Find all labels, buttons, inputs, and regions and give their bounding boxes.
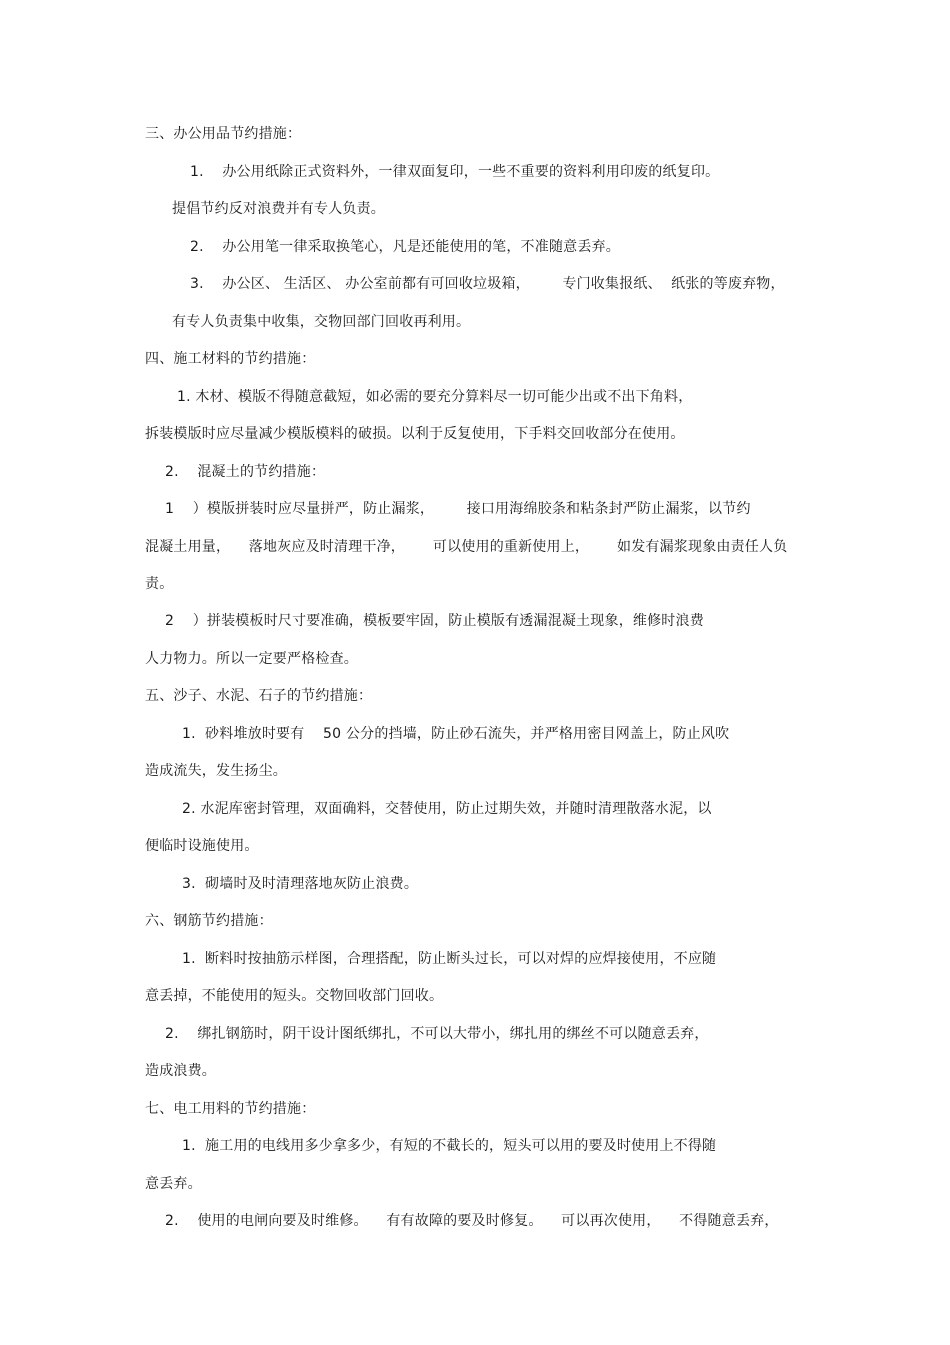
paragraph-line: 2. 使用的电闸向要及时维修。 有有故障的要及时修复。 可以再次使用， 不得随意丢弃， — [165, 1213, 779, 1229]
paragraph-line: 提倡节约反对浪费并有专人负责。 — [172, 201, 385, 217]
paragraph-line: 1. 办公用纸除正式资料外，一律双面复印，一些不重要的资料利用印废的纸复印。 — [190, 164, 720, 180]
section-heading-construction-materials: 四、施工材料的节约措施： — [145, 351, 316, 367]
paragraph-line: 造成流失，发生扬尘。 — [145, 763, 287, 779]
paragraph-line: 便临时设施使用。 — [145, 838, 259, 854]
paragraph-line: 1 ）模版拼装时应尽量拼严，防止漏浆， 接口用海绵胶条和粘条封严防止漏浆，以节约 — [165, 501, 751, 517]
paragraph-line: 2. 办公用笔一律采取换笔心，凡是还能使用的笔，不准随意丢弃。 — [190, 239, 620, 255]
paragraph-line: 意丢掉，不能使用的短头。交物回收部门回收。 — [145, 988, 444, 1004]
paragraph-line: 拆装模版时应尽量减少模版模料的破损。以利于反复使用，下手料交回收部分在使用。 — [145, 426, 685, 442]
paragraph-line: 2 ）拼装模板时尺寸要准确，模板要牢固，防止模版有透漏混凝土现象，维修时浪费 — [165, 613, 704, 629]
section-heading-rebar: 六、钢筋节约措施： — [145, 913, 273, 929]
paragraph-line: 造成浪费。 — [145, 1063, 216, 1079]
paragraph-line: 混凝土用量， 落地灰应及时清理干净， 可以使用的重新使用上， 如发有漏浆现象由责任人负 — [145, 539, 788, 555]
paragraph-line: 3. 砌墙时及时清理落地灰防止浪费。 — [182, 876, 419, 892]
paragraph-line: 1. 断料时按抽筋示样图，合理搭配，防止断头过长，可以对焊的应焊接使用，不应随 — [182, 951, 717, 967]
paragraph-line: 1. 砂料堆放时要有 50 公分的挡墙，防止砂石流失，并严格用密目网盖上，防止风吹 — [182, 726, 730, 742]
paragraph-line: 2. 水泥库密封管理，双面确料，交替使用，防止过期失效，并随时清理散落水泥，以 — [182, 801, 712, 817]
paragraph-line: 责。 — [145, 576, 174, 592]
paragraph-line: 意丢弃。 — [145, 1176, 202, 1192]
paragraph-line: 1. 木材、模版不得随意截短，如必需的要充分算料尽一切可能少出或不出下角料， — [177, 389, 693, 405]
section-heading-sand-cement-stone: 五、沙子、水泥、石子的节约措施： — [145, 688, 373, 704]
paragraph-line: 有专人负责集中收集，交物回部门回收再利用。 — [172, 314, 471, 330]
paragraph-line: 3. 办公区、 生活区、 办公室前都有可回收垃圾箱， 专门收集报纸、 纸张的等废弃物， — [190, 276, 785, 292]
section-heading-electrical: 七、电工用料的节约措施： — [145, 1101, 316, 1117]
paragraph-line: 人力物力。所以一定要严格检查。 — [145, 651, 358, 667]
section-heading-office-supplies: 三、办公用品节约措施： — [145, 126, 302, 142]
paragraph-line: 2. 绑扎钢筋时，阴干设计图纸绑扎，不可以大带小，绑扎用的绑丝不可以随意丢弃， — [165, 1026, 709, 1042]
paragraph-line: 1. 施工用的电线用多少拿多少，有短的不截长的，短头可以用的要及时使用上不得随 — [182, 1138, 717, 1154]
subheading-concrete: 2. 混凝土的节约措施： — [165, 464, 326, 480]
